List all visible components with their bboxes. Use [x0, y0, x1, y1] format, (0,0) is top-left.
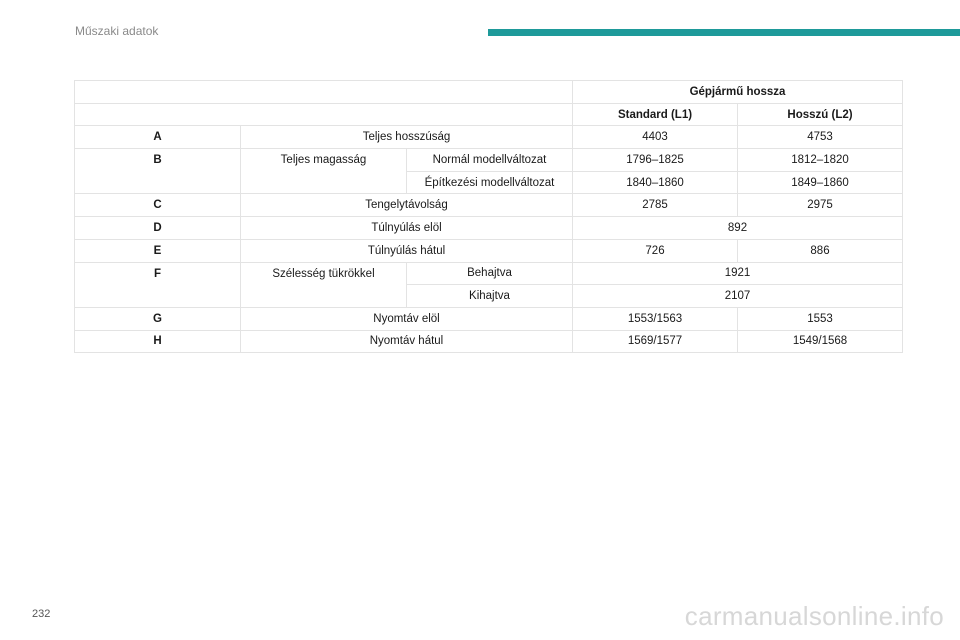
value-l2: 1553: [738, 307, 903, 330]
value-l1: 1840–1860: [573, 171, 738, 194]
group-header: Gépjármű hossza: [573, 81, 903, 104]
value-l2: 886: [738, 239, 903, 262]
row-label: Teljes magasság: [241, 149, 407, 194]
row-sublabel: Kihajtva: [407, 285, 573, 308]
column-header-l1: Standard (L1): [573, 103, 738, 126]
value-l2: 1812–1820: [738, 149, 903, 172]
value-shared: 892: [573, 217, 903, 240]
row-label: Túlnyúlás hátul: [241, 239, 573, 262]
row-label: Nyomtáv hátul: [241, 330, 573, 353]
table-row: [75, 262, 903, 285]
row-code: G: [75, 307, 241, 330]
row-sublabel: Behajtva: [407, 262, 573, 285]
table-row: [75, 217, 903, 240]
table-row: [75, 194, 903, 217]
row-code: B: [75, 149, 241, 194]
row-label: Tengelytávolság: [241, 194, 573, 217]
section-title: Műszaki adatok: [75, 24, 159, 38]
value-l1: 726: [573, 239, 738, 262]
table-subheader-row: [75, 103, 903, 126]
value-l1: 2785: [573, 194, 738, 217]
dimensions-table: [74, 80, 903, 353]
row-label: Szélesség tükrökkel: [241, 262, 407, 307]
value-shared: 2107: [573, 285, 903, 308]
column-header-l2: Hosszú (L2): [738, 103, 903, 126]
row-label: Teljes hosszúság: [241, 126, 573, 149]
value-shared: 1921: [573, 262, 903, 285]
watermark: carmanualsonline.info: [684, 601, 944, 631]
row-code: D: [75, 217, 241, 240]
header-accent-bar: [488, 29, 960, 36]
value-l1: 4403: [573, 126, 738, 149]
table-header-row: [75, 81, 903, 104]
value-l1: 1553/1563: [573, 307, 738, 330]
row-code: C: [75, 194, 241, 217]
row-code: A: [75, 126, 241, 149]
table-row: [75, 330, 903, 353]
row-code: F: [75, 262, 241, 307]
page-number: 232: [32, 608, 51, 620]
row-label: Túlnyúlás elöl: [241, 217, 573, 240]
table-row: [75, 239, 903, 262]
table-row: [75, 149, 903, 172]
value-l2: 1849–1860: [738, 171, 903, 194]
value-l1: 1569/1577: [573, 330, 738, 353]
row-code: E: [75, 239, 241, 262]
table-row: [75, 126, 903, 149]
table-row: [75, 307, 903, 330]
value-l1: 1796–1825: [573, 149, 738, 172]
value-l2: 4753: [738, 126, 903, 149]
row-code: H: [75, 330, 241, 353]
value-l2: 1549/1568: [738, 330, 903, 353]
empty-subheader-cell: [75, 103, 573, 126]
row-label: Nyomtáv elöl: [241, 307, 573, 330]
row-sublabel: Normál modellváltozat: [407, 149, 573, 172]
value-l2: 2975: [738, 194, 903, 217]
row-sublabel: Építkezési modellváltozat: [407, 171, 573, 194]
empty-header-cell: [75, 81, 573, 104]
